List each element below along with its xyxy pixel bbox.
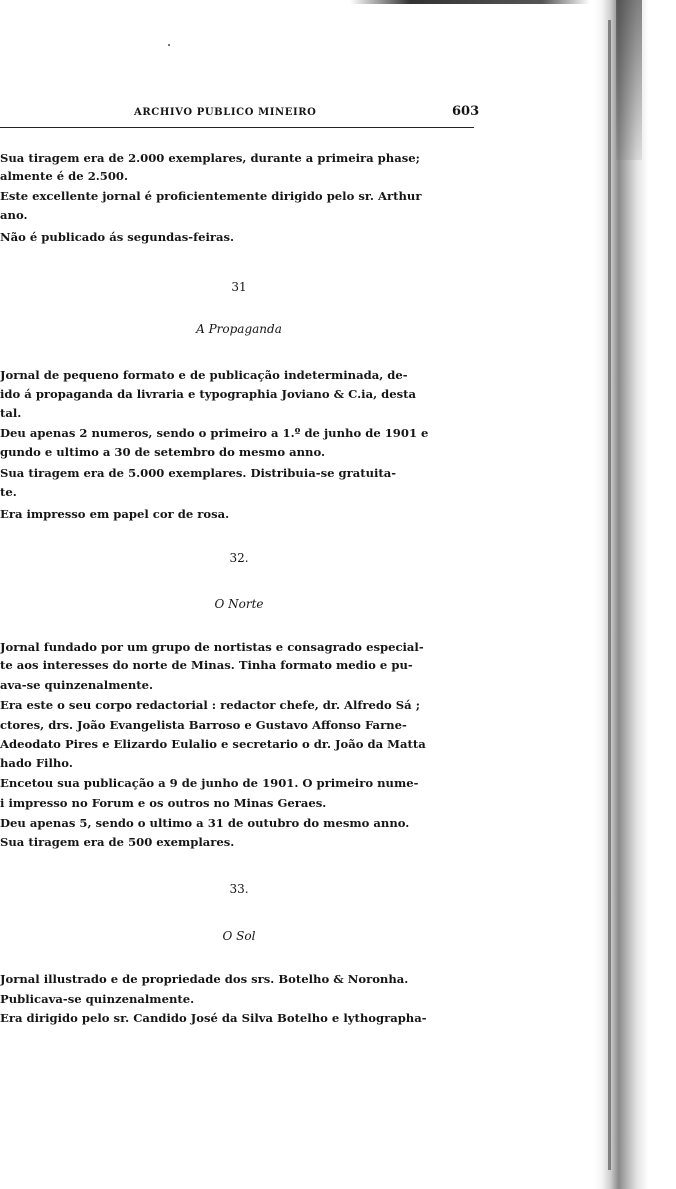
text-line: Sua tiragem era de 2.000 exemplares, durante a primeira phase; (0, 151, 420, 165)
section-number: 32. (229, 551, 249, 565)
section-number: 31 (231, 280, 247, 294)
section-title: A Propaganda (196, 322, 282, 336)
text-line: Era este o seu corpo redactorial : redactor chefe, dr. Alfredo Sá ; (0, 698, 420, 712)
text-line: hado Filho. (0, 756, 73, 770)
text-line: Sua tiragem era de 5.000 exemplares. Distribuia-se gratuita- (0, 466, 397, 480)
text-line: tal. (0, 406, 22, 420)
text-line: ano. (0, 208, 28, 222)
text-line: Sua tiragem era de 500 exemplares. (0, 835, 235, 849)
page-edge-shadow-right (594, 0, 676, 1189)
section-number: 33. (229, 882, 249, 896)
section-title: O Norte (214, 597, 264, 611)
text-line: Jornal illustrado e de propriedade dos srs. Botelho & Noronha. (0, 972, 409, 986)
text-line: Era impresso em papel cor de rosa. (0, 507, 230, 521)
running-head-title: ARCHIVO PUBLICO MINEIRO (134, 107, 317, 118)
text-line: Adeodato Pires e Elizardo Eulalio e secretario o dr. João da Matta (0, 737, 426, 751)
text-line: Era dirigido pelo sr. Candido José da Silva Botelho e lythographa- (0, 1011, 427, 1025)
text-line: Jornal de pequeno formato e de publicação indeterminada, de- (0, 368, 408, 382)
page-number: 603 (452, 104, 480, 119)
text-line: ctores, drs. João Evangelista Barroso e Gustavo Affonso Farne- (0, 718, 407, 732)
section-title: O Sol (222, 929, 256, 943)
text-line: Este excellente jornal é proficientemente dirigido pelo sr. Arthur (0, 189, 422, 203)
text-line: ido á propaganda da livraria e typographia Joviano & C.ia, desta (0, 387, 417, 401)
text-line: te. (0, 485, 17, 499)
text-line: Não é publicado ás segundas-feiras. (0, 230, 235, 244)
text-line: te aos interesses do norte de Minas. Tinha formato medio e pu- (0, 658, 413, 672)
text-line: gundo e ultimo a 30 de setembro do mesmo anno. (0, 445, 326, 459)
text-line: i impresso no Forum e os outros no Minas Geraes. (0, 796, 327, 810)
text-line: Deu apenas 5, sendo o ultimo a 31 de outubro do mesmo anno. (0, 816, 410, 830)
text-line: Publicava-se quinzenalmente. (0, 992, 195, 1006)
text-line: Encetou sua publicação a 9 de junho de 1901. O primeiro nume- (0, 776, 419, 790)
text-line: Deu apenas 2 numeros, sendo o primeiro a 1.º de junho de 1901 e (0, 426, 429, 440)
text-line: almente é de 2.500. (0, 169, 129, 183)
text-line: Jornal fundado por um grupo de nortistas e consagrado especial- (0, 640, 424, 654)
text-line: ava-se quinzenalmente. (0, 678, 154, 692)
